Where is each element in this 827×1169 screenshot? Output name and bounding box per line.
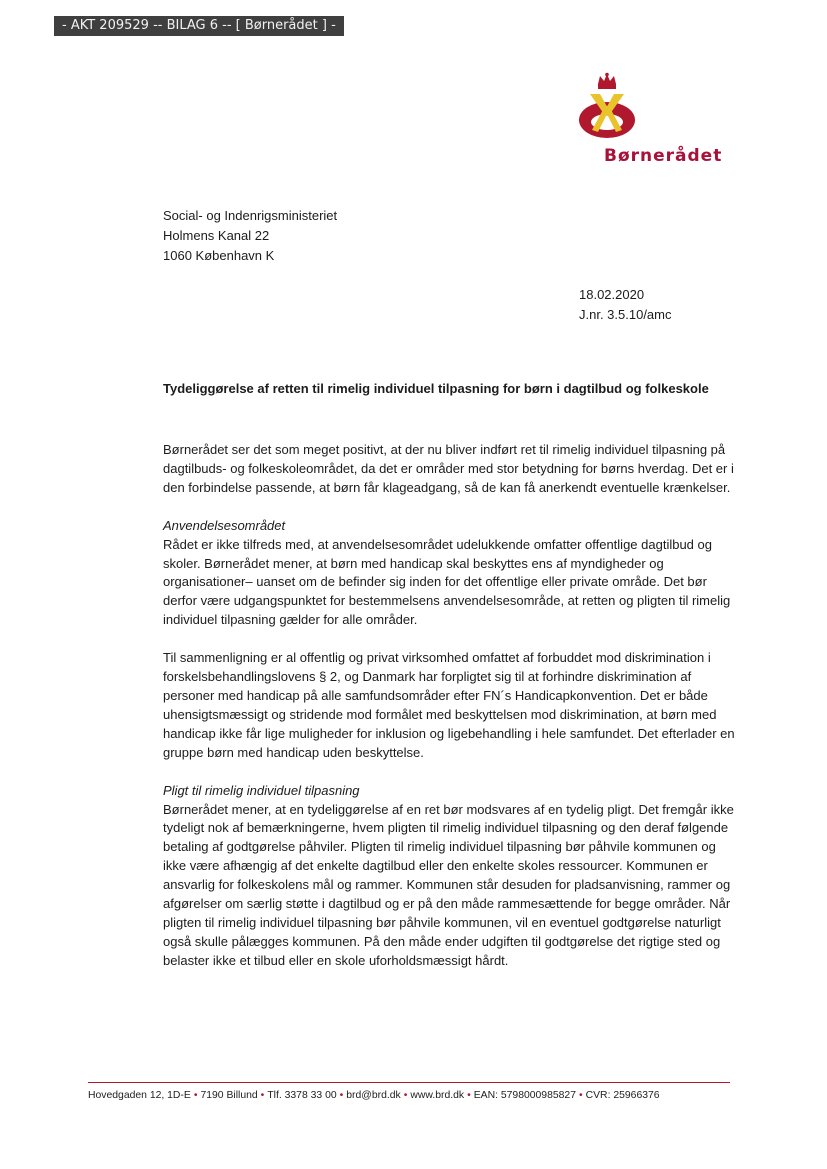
footer-city: 7190 Billund	[200, 1090, 258, 1101]
letter-date: 18.02.2020	[579, 287, 645, 302]
recipient-street: Holmens Kanal 22	[163, 228, 270, 243]
footer-web: www.brd.dk	[410, 1090, 465, 1101]
letter-footer: Hovedgaden 12, 1D-E • 7190 Billund • Tlf. 3378 33 00 • brd@brd.dk • www.brd.dk • EAN: 5798000985827 • CVR: 25966376	[88, 1090, 660, 1101]
recipient-city: 1060 København K	[163, 248, 275, 263]
paragraph-scope: Rådet er ikke tilfreds med, at anvendelsesområdet udelukkende omfatter offentlige dagtilbud og skoler. Børnerådet mener, at børn med handicap skal beskyttes ens af myndigheder og organisationer– uanset om de befinder sig inden for det offentlige eller private område. Det bør derfor være udgangspunktet for bestemmelsens anvendelsesområde, at retten og pligten til rimelig individuel tilpasning gælder for alle områder.	[163, 536, 731, 628]
letter-body	[163, 441, 741, 971]
paragraph-comparison: Til sammenligning er al offentlig og privat virksomhed omfattet af forbuddet mod diskrimination i forskelsbehandlingslovens § 2, og Danmark har forpligtet sig til at forhindre diskrimination af personer med handicap på alle samfundsområder efter FN´s Handicapkonvention. Det er både uhensigtsmæssigt og stridende mod formålet med beskyttelsen mod diskrimination, at børn med handicap ikke får lige muligheder for inklusion og ligebehandling i hele samfundet. Det efterlader en gruppe børn med handicap uden beskyttelse.	[163, 650, 735, 760]
footer-ean: EAN: 5798000985827	[473, 1090, 576, 1101]
footer-email: brd@brd.dk	[346, 1090, 401, 1101]
crown-icon	[598, 73, 616, 89]
section-heading-scope: Anvendelsesområdet	[163, 517, 286, 533]
document-stamp: - AKT 209529 -- BILAG 6 -- [ Børnerådet ] -	[54, 16, 344, 36]
section-heading-duty: Pligt til rimelig individuel tilpasning	[163, 782, 360, 798]
journal-number: J.nr. 3.5.10/amc	[579, 307, 672, 322]
logo-wordmark: Børnerådet	[604, 146, 723, 166]
paragraph-intro: Børnerådet ser det som meget positivt, at der nu bliver indført ret til rimelig individuel tilpasning på dagtilbuds- og folkeskoleområdet, da det er områder med stor betydning for børns hverdag. Det er i den forbindelse passende, at børn får klageadgang, så de kan få anerkendt eventuelle krænkelser.	[163, 442, 734, 495]
letter-meta	[579, 285, 672, 325]
footer-phone: Tlf. 3378 33 00	[267, 1090, 337, 1101]
footer-divider	[88, 1082, 730, 1083]
letter-subject: Tydeliggørelse af retten til rimelig individuel tilpasning for børn i dagtilbud og folkeskole	[163, 381, 709, 396]
borneradet-logo-icon	[578, 72, 636, 142]
footer-cvr: CVR: 25966376	[585, 1090, 660, 1101]
recipient-address	[163, 206, 337, 266]
recipient-name: Social- og Indenrigsministeriet	[163, 208, 338, 223]
paragraph-duty: Børnerådet mener, at en tydeliggørelse af en ret bør modsvares af en tydelig pligt. Det fremgår ikke tydeligt nok af bemærkningerne, hvem pligten til rimelig individuel tilpasning og den deraf følgende betaling af godtgørelse påhviler. Pligten til rimelig individuel tilpasning bør påhvile kommunen og ikke være afhængig af det enkelte dagtilbud eller den enkelte skoles ressourcer. Kommunen er ansvarlig for folkeskolens mål og rammer. Kommunen står desuden for pladsanvisning, rammer og afgørelser om særlig støtte i dagtilbud og er på den måde rammesættende for begge områder. Når pligten til rimelig individuel tilpasning bør påhvile kommunen, vil en eventuel godtgørelse naturligt også skulle pålægges kommunen. På den måde ender udgiften til godtgørelse det rigtige sted og belaster ikke et tilbud eller en skole uforholdsmæssigt hårdt.	[163, 801, 734, 968]
footer-address: Hovedgaden 12, 1D-E	[88, 1090, 191, 1101]
